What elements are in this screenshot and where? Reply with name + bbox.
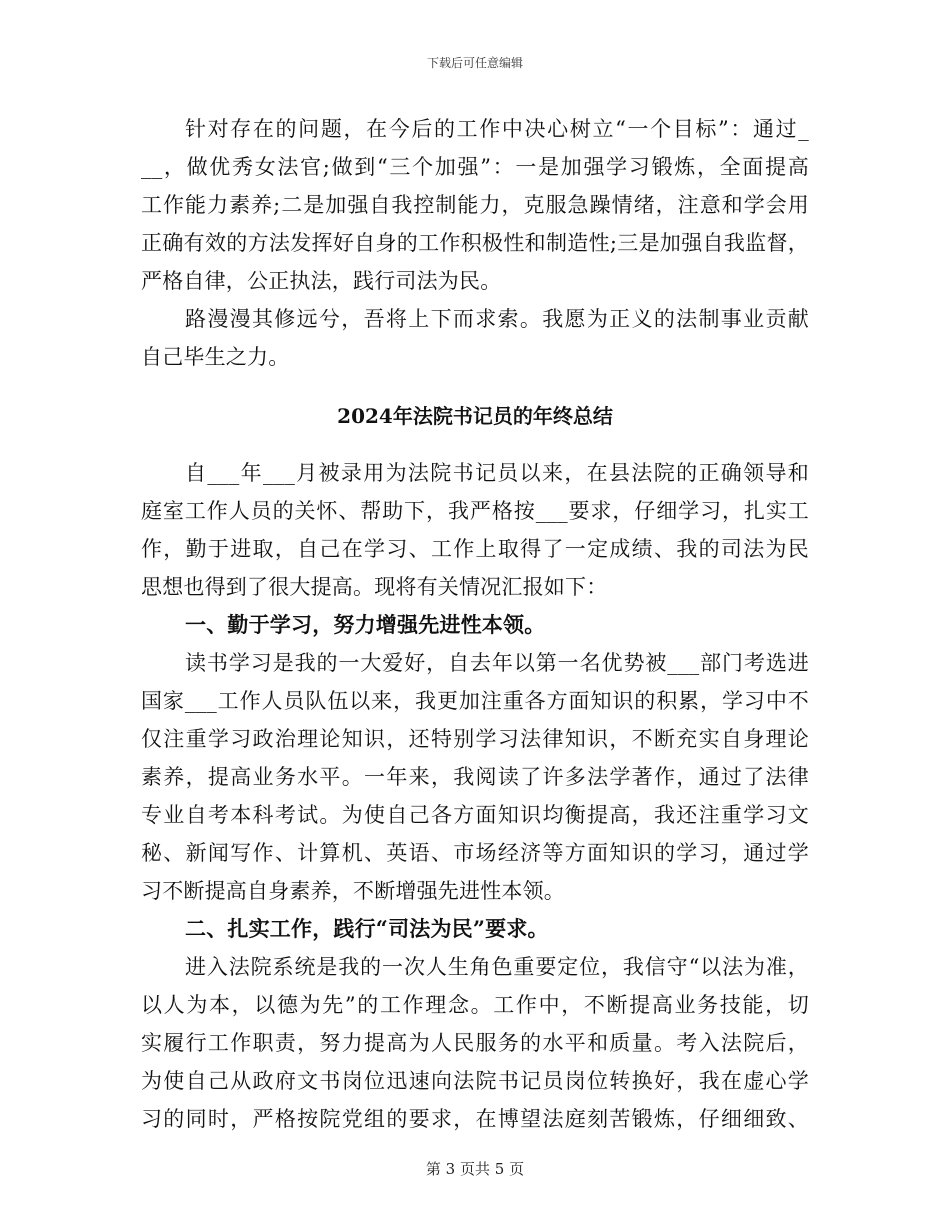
paragraph-line: 庭室工作人员的关怀、帮助下，我严格按___要求，仔细学习，扎实工: [141, 499, 809, 523]
document-title: 2024年法院书记员的年终总结: [337, 404, 613, 428]
paragraph-line: 自___年___月被录用为法院书记员以来，在县法院的正确领导和: [185, 461, 809, 485]
paragraph-line: 为使自己从政府文书岗位迅速向法院书记员岗位转换好，我在虚心学: [141, 1069, 809, 1093]
paragraph-line: 习不断提高自身素养，不断增强先进性本领。: [141, 879, 565, 903]
document-body: [141, 110, 809, 1138]
paragraph-line: 路漫漫其修远兮，吾将上下而求索。我愿为正义的法制事业贡献: [185, 307, 809, 331]
paragraph-line: 思想也得到了很大提高。现将有关情况汇报如下：: [141, 575, 608, 599]
paragraph-line: 工作能力素养;二是加强自我控制能力，克服急躁情绪，注意和学会用: [141, 193, 809, 217]
paragraph-line: 专业自考本科考试。为使自己各方面知识均衡提高，我还注重学习文: [141, 803, 809, 827]
paragraph-line: 秘、新闻写作、计算机、英语、市场经济等方面知识的学习，通过学: [141, 841, 809, 865]
paragraph-line: __，做优秀女法官;做到“三个加强”：一是加强学习锻炼，全面提高: [141, 155, 809, 179]
paragraph-line: 实履行工作职责，努力提高为人民服务的水平和质量。考入法院后，: [141, 1031, 809, 1055]
page-header: 下载后可任意编辑: [426, 56, 523, 70]
section-heading: 二、扎实工作，践行“司法为民”要求。: [185, 916, 549, 941]
paragraph-line: 素养，提高业务水平。一年来，我阅读了许多法学著作，通过了法律: [141, 765, 809, 789]
paragraph-line: 进入法院系统是我的一次人生角色重要定位，我信守“以法为准，: [185, 955, 809, 979]
paragraph-line: 国家___工作人员队伍以来，我更加注重各方面知识的积累，学习中不: [141, 689, 809, 713]
paragraph-line: 正确有效的方法发挥好自身的工作积极性和制造性;三是加强自我监督，: [141, 231, 809, 255]
paragraph-line: 自己毕生之力。: [141, 345, 290, 369]
paragraph-line: 针对存在的问题，在今后的工作中决心树立“一个目标”：通过_: [185, 117, 809, 141]
paragraph-line: 读书学习是我的一大爱好，自去年以第一名优势被___部门考选进: [185, 651, 809, 675]
section-heading: 一、勤于学习，努力增强先进性本领。: [185, 612, 546, 637]
paragraph-line: 仅注重学习政治理论知识，还特别学习法律知识，不断充实自身理论: [141, 727, 809, 751]
paragraph-line: 严格自律，公正执法，践行司法为民。: [141, 269, 502, 293]
paragraph-line: 以人为本，以德为先”的工作理念。工作中，不断提高业务技能，切: [141, 993, 809, 1017]
page-footer: 第 3 页共 5 页: [425, 1160, 525, 1178]
paragraph-line: 习的同时，严格按院党组的要求，在博望法庭刻苦锻炼，仔细细致、: [141, 1107, 809, 1131]
paragraph-line: 作，勤于进取，自己在学习、工作上取得了一定成绩、我的司法为民: [141, 537, 809, 561]
